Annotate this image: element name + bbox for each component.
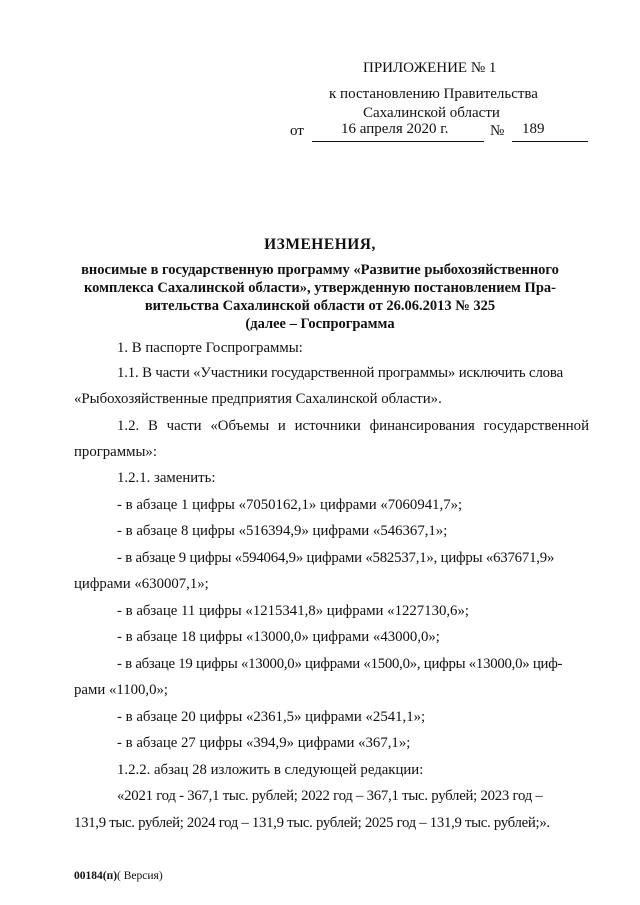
appendix-line-2: Сахалинской области: [363, 105, 500, 121]
document-number: 189: [522, 121, 545, 137]
subtitle-line-3: вительства Сахалинской области от 26.06.2013 № 325: [144, 298, 496, 314]
body-line-19: 131,9 тыс. рублей; 2024 год – 131,9 тыс. рублей; 2025 год – 131,9 тыс. рублей;».: [74, 815, 550, 831]
body-line-17: 1.2.2. абзац 28 изложить в следующей редакции:: [117, 762, 424, 778]
body-line-12: - в абзаце 18 цифры «13000,0» цифрами «43000,0»;: [117, 629, 440, 645]
number-underline: [512, 141, 588, 142]
subtitle-line-2: комплекса Сахалинской области», утвержденную постановлением Пра-: [84, 280, 556, 296]
body-line-9: - в абзаце 9 цифры «594064,9» цифрами «582537,1», цифры «637671,9»: [117, 550, 555, 566]
document-title: ИЗМЕНЕНИЯ,: [264, 236, 376, 253]
body-line-6: 1.2.1. заменить:: [117, 470, 216, 486]
appendix-heading: ПРИЛОЖЕНИЕ № 1: [363, 60, 497, 76]
body-line-1: 1. В паспорте Госпрограммы:: [117, 340, 303, 356]
body-line-15: - в абзаце 20 цифры «2361,5» цифрами «2541,1»;: [117, 709, 426, 725]
number-prefix: №: [490, 123, 505, 139]
body-line-14: рами «1100,0»;: [74, 682, 168, 698]
date-prefix: от: [290, 123, 304, 139]
subtitle-line-4: (далее – Госпрограмма: [245, 316, 395, 332]
body-line-4: 1.2. В части «Объемы и источники финансирования государственной: [117, 418, 589, 434]
footer-code-line: [74, 870, 163, 882]
date-underline: [312, 141, 484, 142]
subtitle-line-1: вносимые в государственную программу «Развитие рыбохозяйственного: [81, 262, 559, 278]
footer-version: ( Версия): [117, 870, 163, 882]
appendix-line-1: к постановлению Правительства: [329, 86, 538, 102]
body-line-3: «Рыбохозяйственные предприятия Сахалинской области».: [74, 391, 442, 407]
document-date: 16 апреля 2020 г.: [341, 121, 449, 137]
body-line-8: - в абзаце 8 цифры «516394,9» цифрами «546367,1»;: [117, 523, 448, 539]
body-line-7: - в абзаце 1 цифры «7050162,1» цифрами «7060941,7»;: [117, 497, 463, 513]
body-line-2: 1.1. В части «Участники государственной программы» исключить слова: [117, 365, 563, 381]
body-line-5: программы»:: [74, 444, 157, 460]
body-line-16: - в абзаце 27 цифры «394,9» цифрами «367,1»;: [117, 735, 411, 751]
body-line-18: «2021 год - 367,1 тыс. рублей; 2022 год – 367,1 тыс. рублей; 2023 год –: [117, 788, 543, 804]
body-line-11: - в абзаце 11 цифры «1215341,8» цифрами «1227130,6»;: [117, 603, 469, 619]
body-line-13: - в абзаце 19 цифры «13000,0» цифрами «1500,0», цифры «13000,0» циф-: [117, 656, 563, 672]
body-line-10: цифрами «630007,1»;: [74, 576, 209, 592]
footer-code: 00184(п): [74, 870, 118, 882]
